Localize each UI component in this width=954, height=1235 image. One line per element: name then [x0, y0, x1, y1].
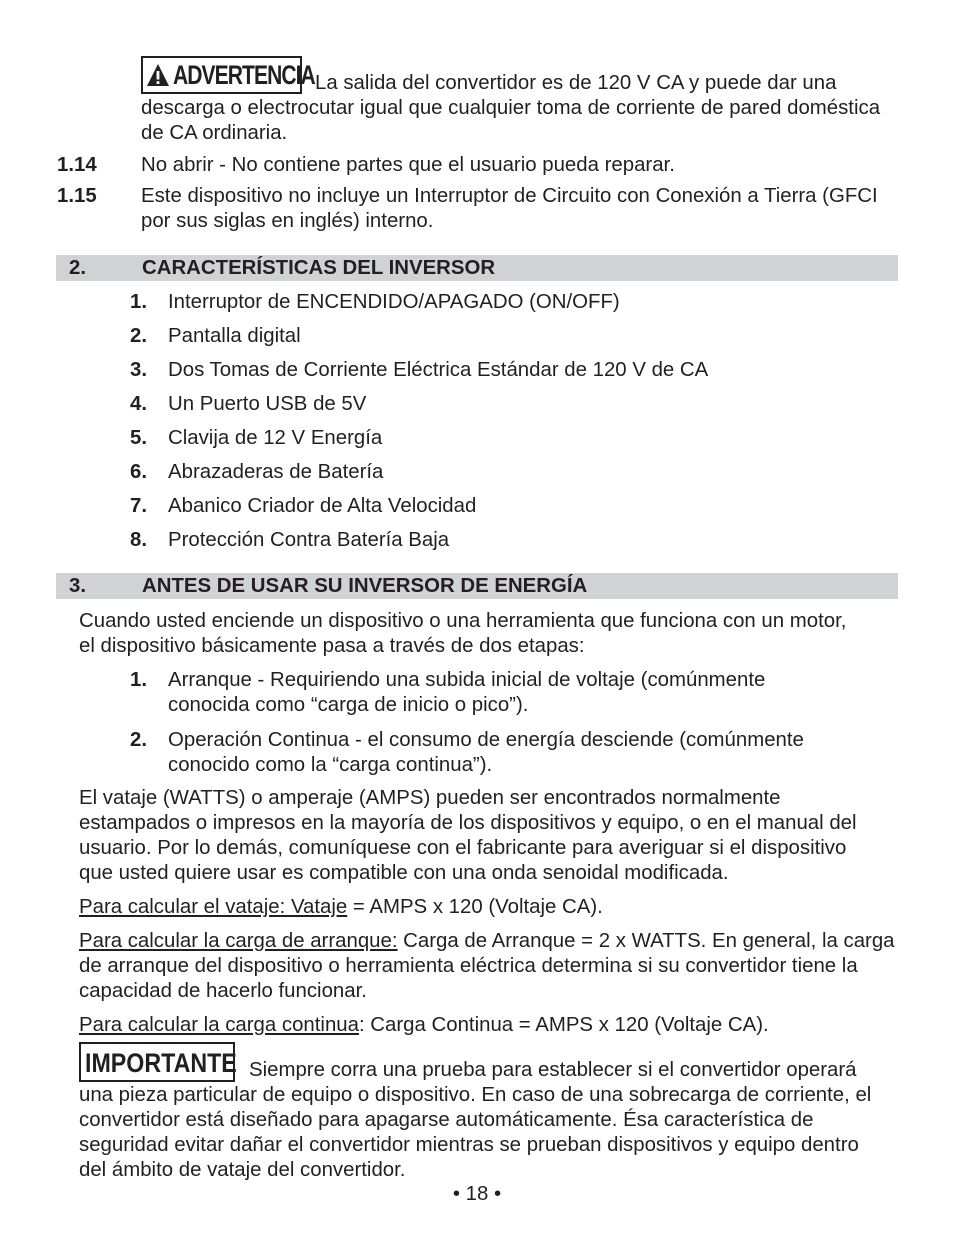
calc-continuous	[79, 1013, 899, 1038]
calc-continuous-text: : Carga Continua = AMPS x 120 (Voltaje CA).	[358, 1014, 769, 1036]
feature-item	[130, 426, 382, 451]
calc-wattage	[79, 895, 899, 920]
feature-item	[130, 494, 476, 519]
feature-number: 1.	[130, 291, 148, 313]
feature-number: 2.	[130, 325, 148, 347]
section-title: CARACTERÍSTICAS DEL INVERSOR	[142, 257, 496, 279]
feature-number: 4.	[130, 393, 148, 415]
feature-item	[130, 358, 708, 383]
feature-text: Clavija de 12 V Energía	[168, 427, 383, 449]
section-heading-before-use	[56, 573, 898, 599]
item-text: Este dispositivo no incluye un Interruptor de Circuito con Conexión a Tierra (GFCI por sus siglas en inglés) interno.	[141, 185, 878, 232]
section-number: 3.	[69, 575, 87, 597]
feature-text: Abrazaderas de Batería	[168, 461, 384, 483]
warning-badge-label: ADVERTENCIA	[173, 60, 315, 90]
feature-number: 6.	[130, 461, 148, 483]
feature-item	[130, 290, 620, 315]
important-text: Siempre corra una prueba para establecer si el convertidor operará una pieza particular de equipo o dispositivo. En caso de una sobrecarga de corriente, el convertidor está diseñado para apagarse automáticamente. Ésa característica de seguridad evitar dañar el convertidor mientras se prueban dispositivos y equipo dentro del ámbito de vataje del convertidor.	[79, 1059, 872, 1181]
feature-number: 7.	[130, 495, 148, 517]
intro-paragraph: Cuando usted enciende un dispositivo o una herramienta que funciona con un motor, el dispositivo básicamente pasa a través de dos etapas:	[79, 610, 847, 657]
feature-text: Pantalla digital	[168, 325, 301, 347]
feature-number: 5.	[130, 427, 148, 449]
wattage-paragraph: El vataje (WATTS) o amperaje (AMPS) pueden ser encontrados normalmente estampados o impresos en la mayoría de los dispositivos y equipo, o en el manual del usuario. Por lo demás, comuníquese con el fabricante para averiguar si el dispositivo que usted quiere usar es compatible con una onda senoidal modificada.	[79, 787, 857, 884]
feature-item	[130, 324, 301, 349]
stage-item	[130, 668, 850, 718]
calc-wattage-text: = AMPS x 120 (Voltaje CA).	[347, 896, 603, 918]
feature-item	[130, 460, 383, 485]
calc-continuous-label: Para calcular la carga continua	[79, 1014, 359, 1036]
section-heading-features	[56, 255, 898, 281]
feature-text: Protección Contra Batería Baja	[168, 529, 450, 551]
feature-text: Interruptor de ENCENDIDO/APAGADO (ON/OFF)	[168, 291, 620, 313]
stage-text: Operación Continua - el consumo de energía desciende (comúnmente conocido como la “carga continua”).	[168, 729, 804, 776]
item-text: No abrir - No contiene partes que el usuario pueda reparar.	[141, 154, 675, 176]
feature-item	[130, 392, 366, 417]
important-badge-label: IMPORTANTE	[85, 1048, 237, 1078]
calc-startup-label: Para calcular la carga de arranque:	[79, 930, 398, 952]
calc-wattage-label: Para calcular el vataje: Vataje	[79, 896, 348, 918]
feature-text: Un Puerto USB de 5V	[168, 393, 367, 415]
feature-text: Abanico Criador de Alta Velocidad	[168, 495, 477, 517]
feature-number: 3.	[130, 359, 148, 381]
stage-item	[130, 728, 850, 778]
warning-text: La salida del convertidor es de 120 V CA y puede dar una descarga o electrocutar igual que cualquier toma de corriente de pared doméstica de CA ordinaria.	[141, 72, 881, 144]
stage-number: 2.	[130, 729, 148, 751]
item-number: 1.15	[57, 185, 97, 207]
feature-text: Dos Tomas de Corriente Eléctrica Estándar de 120 V de CA	[168, 359, 709, 381]
item-1-14	[57, 153, 897, 178]
feature-number: 8.	[130, 529, 148, 551]
item-number: 1.14	[57, 154, 97, 176]
calc-startup	[79, 929, 899, 1004]
section-title: ANTES DE USAR SU INVERSOR DE ENERGÍA	[142, 575, 588, 597]
calc-startup-text: Carga de Arranque = 2 x WATTS. En general, la carga de arranque del dispositivo o herramienta eléctrica determina si su convertidor tiene la capacidad de hacerlo funcionar.	[79, 930, 895, 1002]
stage-number: 1.	[130, 669, 148, 691]
page-number: • 18 •	[452, 1183, 502, 1205]
feature-item	[130, 528, 449, 553]
stage-text: Arranque - Requiriendo una subida inicial de voltaje (comúnmente conocida como “carga de inicio o pico”).	[168, 669, 766, 716]
section-number: 2.	[69, 257, 87, 279]
item-1-15	[57, 184, 897, 234]
